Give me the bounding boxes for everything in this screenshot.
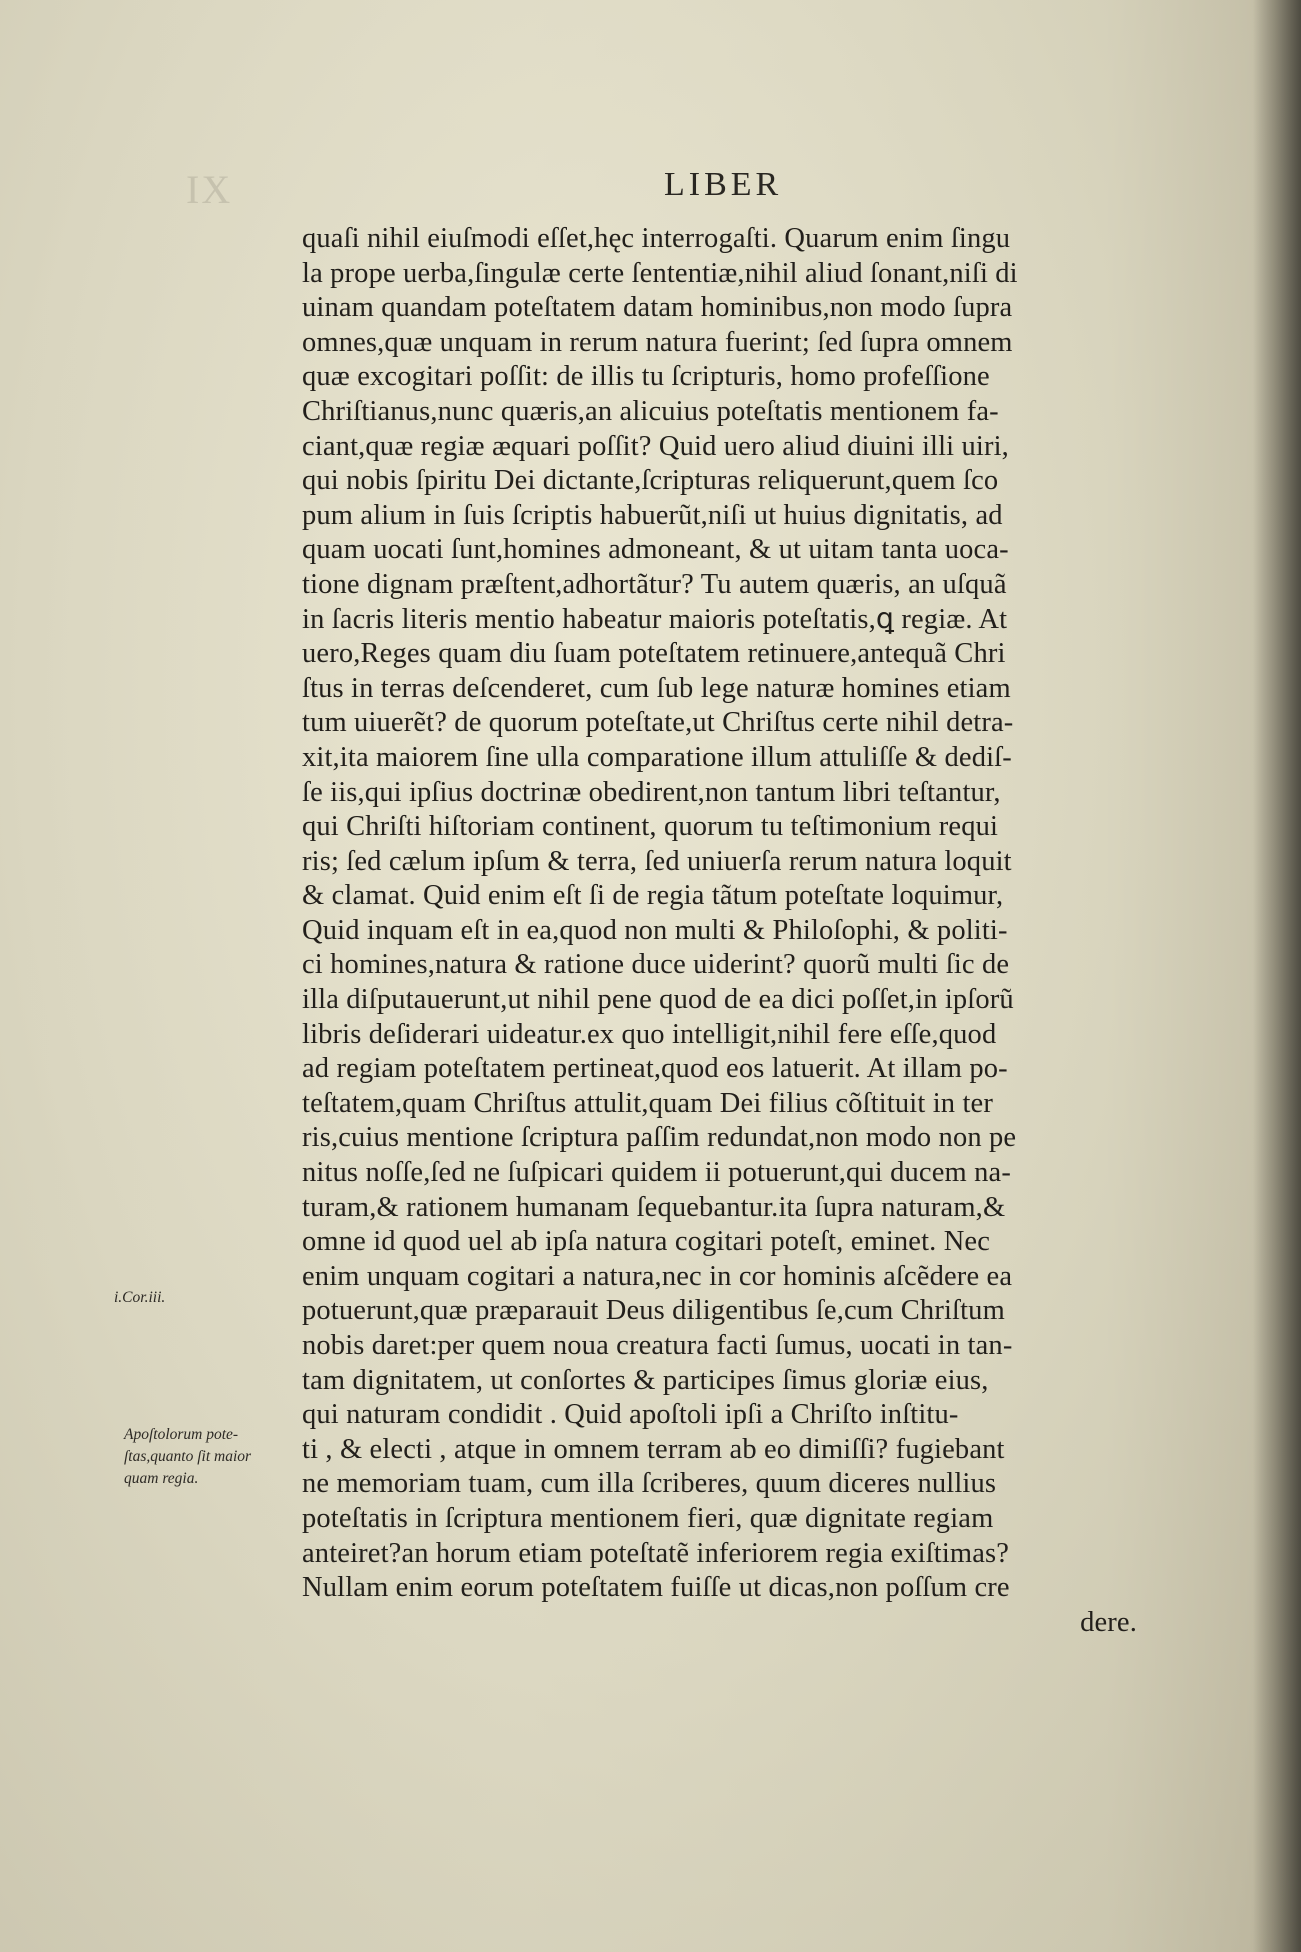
text-line: uero,Reges quam diu ſuam poteſtatem retinuere,antequã Chri	[302, 638, 1006, 670]
text-line: nitus noſſe,ſed ne ſuſpicari quidem ii potuerunt,qui ducem na-	[302, 1157, 1011, 1189]
text-line: tam dignitatem, ut conſortes & participes ſimus gloriæ eius,	[302, 1364, 989, 1396]
text-line: pum alium in ſuis ſcriptis habuerũt,niſi ut huius dignitatis, ad	[302, 499, 1003, 531]
text-line: in ſacris literis mentio habeatur maioris poteſtatis,ꝗ regiæ. At	[302, 603, 1008, 635]
text-line: quam uocati ſunt,homines admoneant, & ut uitam tanta uoca-	[302, 534, 1009, 566]
text-line: ne memoriam tuam, cum illa ſcriberes, quum diceres nullius	[302, 1468, 997, 1500]
text-line: quæ excogitari poſſit: de illis tu ſcripturis, homo profeſſione	[302, 361, 990, 393]
text-line: Chriſtianus,nunc quæris,an alicuius poteſtatis mentionem fa-	[302, 395, 999, 427]
text-line: teſtatem,quam Chriſtus attulit,quam Dei filius cõſtituit in ter	[302, 1087, 993, 1119]
text-line: illa diſputauerunt,ut nihil pene quod de ea dici poſſet,in ipſorũ	[302, 984, 1014, 1016]
text-line: qui naturam condidit . Quid apoſtoli ipſi a Chriſto inſtitu-	[302, 1399, 959, 1431]
text-line: omne id quod uel ab ipſa natura cogitari poteſt, eminet. Nec	[302, 1226, 991, 1258]
main-text-block	[302, 222, 1202, 1640]
text-line-catchword: dere.	[1080, 1606, 1137, 1638]
running-head: LIBER	[664, 166, 783, 203]
text-line: & clamat. Quid enim eſt ſi de regia tãtum poteſtate loquimur,	[302, 880, 1004, 912]
text-line: ris; ſed cælum ipſum & terra, ſed uniuerſa rerum natura loquit	[302, 845, 1012, 877]
text-line: nobis daret:per quem noua creatura facti ſumus, uocati in tan-	[302, 1330, 1013, 1361]
text-line: enim unquam cogitari a natura,nec in cor hominis aſcẽdere ea	[302, 1260, 1013, 1292]
text-line: ad regiam poteſtatem pertineat,quod eos latuerit. At illam po-	[302, 1053, 1008, 1085]
text-line: qui Chriſti hiſtoriam continent, quorum tu teſtimonium requi	[302, 811, 999, 843]
text-line: ris,cuius mentione ſcriptura paſſim redundat,non modo non pe	[302, 1122, 1017, 1154]
text-line: quaſi nihil eiuſmodi eſſet,hęc interrogaſti. Quarum enim ſingu	[302, 223, 1011, 254]
text-line: ſe iis,qui ipſius doctrinæ obedirent,non tantum libri teſtantur,	[302, 776, 1001, 808]
text-line: turam,& rationem humanam ſequebantur.ita ſupra naturam,&	[302, 1191, 1006, 1223]
text-line: anteiret?an horum etiam poteſtatẽ inferiorem regia exiſtimas?	[302, 1537, 1010, 1569]
text-line: ciant,quæ regiæ æquari poſſit? Quid uero aliud diuini illi uiri,	[302, 430, 1009, 462]
text-line: qui nobis ſpiritu Dei dictante,ſcripturas reliquerunt,quem ſco	[302, 465, 999, 497]
text-line: Quid inquam eſt in ea,quod non multi & Philoſophi, & politi-	[302, 914, 1008, 946]
margin-note-line: ſtas,quanto ſit maior	[124, 1448, 252, 1465]
text-line: la prope uerba,ſingulæ certe ſententiæ,nihil aliud ſonant,niſi di	[302, 257, 1018, 289]
spine-shadow	[1253, 0, 1301, 1952]
text-line: Nullam enim eorum poteſtatem fuiſſe ut dicas,non poſſum cre	[302, 1572, 1010, 1604]
text-line: libris deſiderari uideatur.ex quo intelligit,nihil fere eſſe,quod	[302, 1018, 997, 1050]
text-line: uinam quandam poteſtatem datam hominibus,non modo ſupra	[302, 292, 1013, 324]
margin-note-gloss	[124, 1424, 294, 1490]
text-line: omnes,quæ unquam in rerum natura fuerint; ſed ſupra omnem	[302, 326, 1013, 358]
text-line: xit,ita maiorem ſine ulla comparatione illum attuliſſe & dediſ-	[302, 741, 1012, 773]
faint-folio-number: IX	[186, 167, 233, 212]
text-line: tione dignam præſtent,adhortãtur? Tu autem quæris, an uſquã	[302, 568, 1007, 600]
text-line: ſtus in terras deſcenderet, cum ſub lege naturæ homines etiam	[302, 672, 1011, 704]
text-line: potuerunt,quæ præparauit Deus diligentibus ſe,cum Chriſtum	[302, 1295, 1005, 1327]
margin-note-line: quam regia.	[124, 1470, 199, 1487]
text-line: poteſtatis in ſcriptura mentionem fieri, quæ dignitate regiam	[302, 1502, 994, 1534]
text-line: ti , & electi , atque in omnem terram ab eo dimiſſi? fugiebant	[302, 1433, 1005, 1465]
margin-note-line: Apoſtolorum pote-	[124, 1426, 239, 1443]
text-line: ci homines,natura & ratione duce uiderint? quorũ multi ſic de	[302, 949, 1010, 981]
text-line: tum uiuerẽt? de quorum poteſtate,ut Chriſtus certe nihil detra-	[302, 707, 1014, 739]
margin-note-reference: i.Cor.iii.	[114, 1289, 166, 1306]
